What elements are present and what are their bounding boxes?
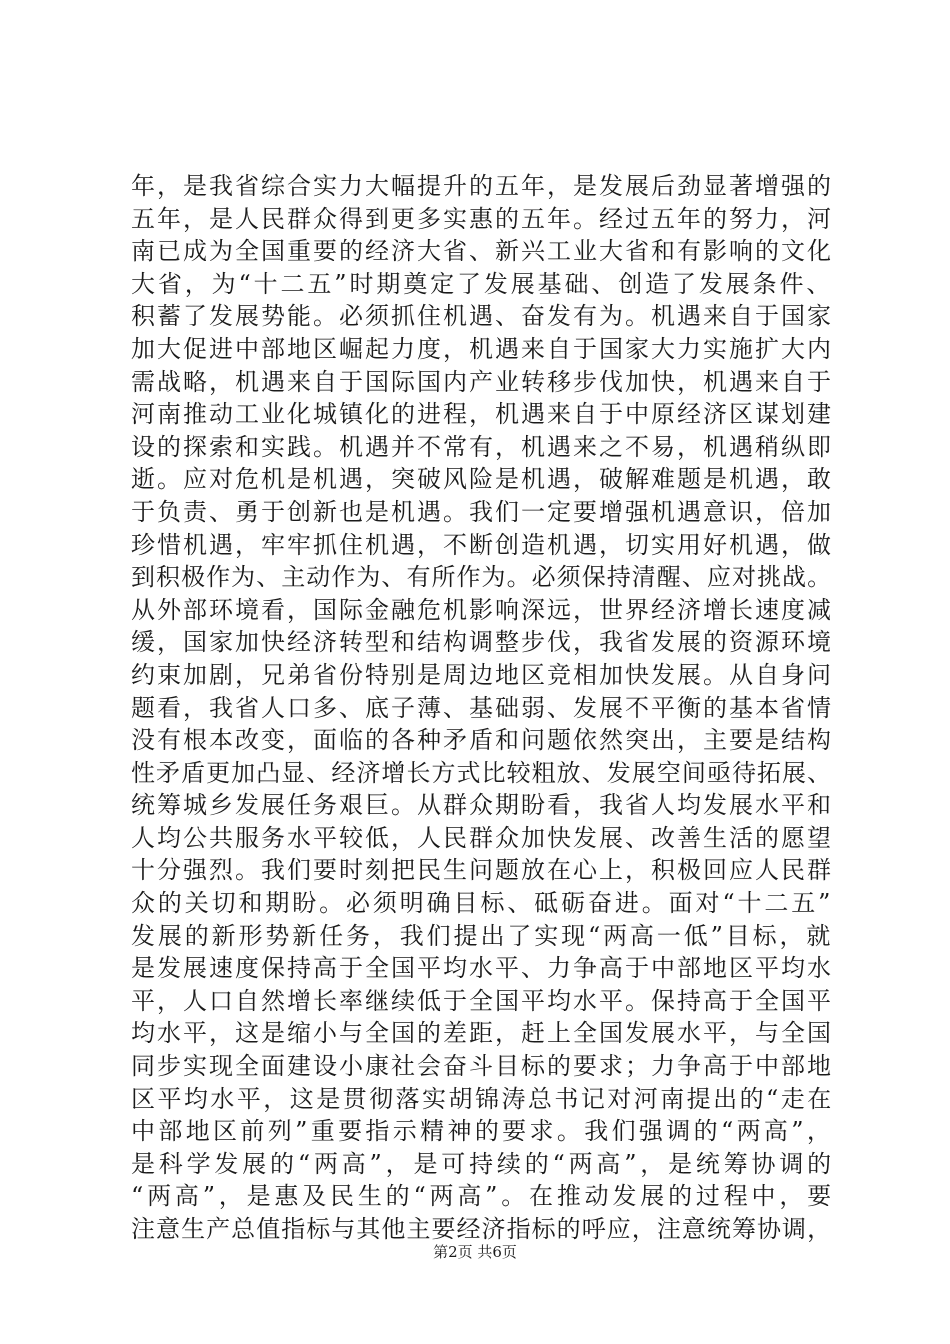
body-text — [131, 170, 835, 1246]
text-line: 统筹城乡发展任务艰巨。从群众期盼看，我省人均发展水平和 — [131, 791, 833, 820]
text-line: 是科学发展的“两高”，是可持续的“两高”，是统筹协调的 — [131, 1149, 835, 1178]
page-footer: 第2页 共6页 — [433, 1243, 517, 1261]
text-line: 设的探索和实践。机遇并不常有，机遇来之不易，机遇稍纵即 — [131, 432, 833, 461]
text-line: 约束加剧，兄弟省份特别是周边地区竞相加快发展。从自身问 — [131, 660, 833, 689]
text-line: 平，人口自然增长率继续低于全国平均水平。保持高于全国平 — [131, 986, 833, 1015]
text-line: 众的关切和期盼。必须明确目标、砥砺奋进。面对“十二五” — [131, 889, 834, 918]
text-line: 大省，为“十二五”时期奠定了发展基础、创造了发展条件、 — [131, 269, 834, 298]
text-line: 到积极作为、主动作为、有所作为。必须保持清醒、应对挑战。 — [131, 563, 833, 592]
text-line: 加大促进中部地区崛起力度，机遇来自于国家大力实施扩大内 — [131, 334, 833, 363]
text-line: 性矛盾更加凸显、经济增长方式比较粗放、发展空间亟待拓展、 — [131, 758, 833, 787]
text-line: 逝。应对危机是机遇，突破风险是机遇，破解难题是机遇，敢 — [131, 465, 833, 494]
text-line: 同步实现全面建设小康社会奋斗目标的要求；力争高于中部地 — [131, 1052, 833, 1081]
text-line: 发展的新形势新任务，我们提出了实现“两高一低”目标，就 — [131, 921, 834, 950]
text-line: 珍惜机遇，牢牢抓住机遇，不断创造机遇，切实用好机遇，做 — [131, 530, 833, 559]
text-line: 十分强烈。我们要时刻把民生问题放在心上，积极回应人民群 — [131, 856, 833, 885]
text-line: 中部地区前列”重要指示精神的要求。我们强调的“两高”， — [131, 1117, 835, 1146]
text-line: 积蓄了发展势能。必须抓住机遇、奋发有为。机遇来自于国家 — [131, 302, 833, 331]
text-line: 缓，国家加快经济转型和结构调整步伐，我省发展的资源环境 — [131, 628, 833, 657]
text-line: 南已成为全国重要的经济大省、新兴工业大省和有影响的文化 — [131, 237, 833, 266]
text-line: 注意生产总值指标与其他主要经济指标的呼应，注意统筹协调， — [131, 1215, 833, 1243]
text-line: 题看，我省人口多、底子薄、基础弱、发展不平衡的基本省情 — [131, 693, 833, 722]
text-line: 人均公共服务水平较低，人民群众加快发展、改善生活的愿望 — [131, 823, 833, 852]
text-line: 均水平，这是缩小与全国的差距，赶上全国发展水平，与全国 — [131, 1019, 833, 1048]
text-line: “两高”，是惠及民生的“两高”。在推动发展的过程中，要 — [131, 1182, 835, 1211]
text-line: 区平均水平，这是贯彻落实胡锦涛总书记对河南提出的“走在 — [131, 1084, 834, 1113]
text-line: 是发展速度保持高于全国平均水平、力争高于中部地区平均水 — [131, 954, 833, 983]
text-line: 从外部环境看，国际金融危机影响深远，世界经济增长速度减 — [131, 595, 833, 624]
text-line: 没有根本改变，面临的各种矛盾和问题依然突出，主要是结构 — [131, 726, 833, 755]
text-line: 年，是我省综合实力大幅提升的五年，是发展后劲显著增强的 — [131, 172, 833, 200]
text-line: 需战略，机遇来自于国际国内产业转移步伐加快，机遇来自于 — [131, 367, 833, 396]
text-line: 五年，是人民群众得到更多实惠的五年。经过五年的努力，河 — [131, 204, 833, 233]
text-line: 河南推动工业化城镇化的进程，机遇来自于中原经济区谋划建 — [131, 400, 833, 429]
text-line: 于负责、勇于创新也是机遇。我们一定要增强机遇意识，倍加 — [131, 497, 833, 526]
